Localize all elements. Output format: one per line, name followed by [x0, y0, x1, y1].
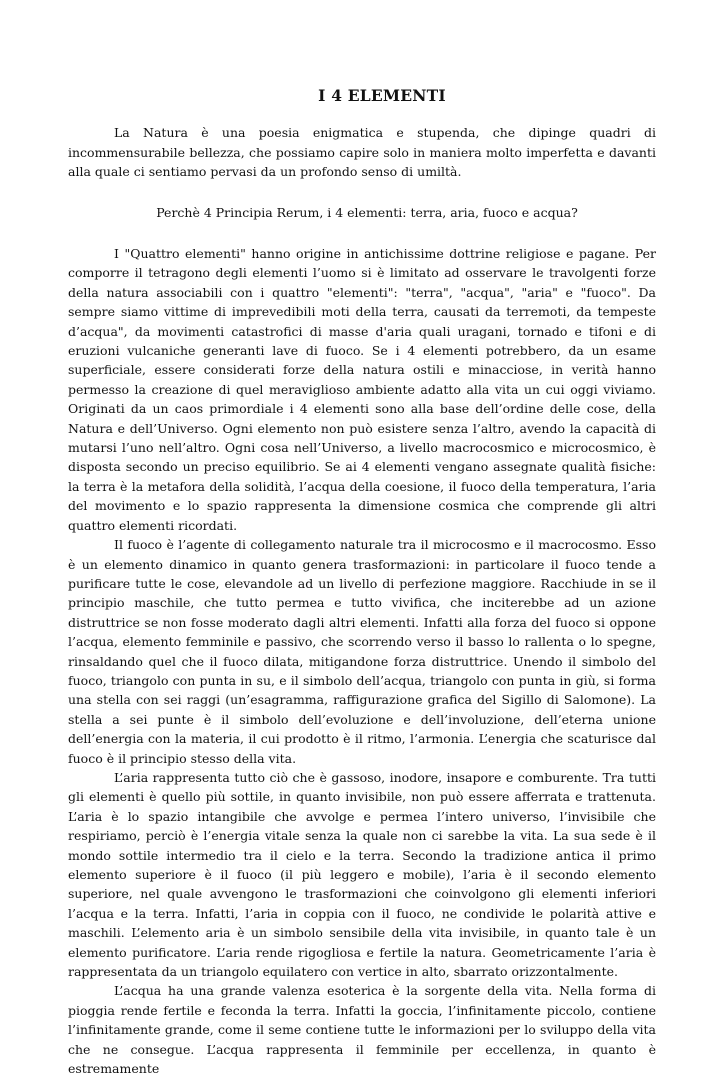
- paragraph-fire: Il fuoco è l’agente di collegamento naturale tra il microcosmo e il macrocosmo. Esso è un elemento dinamico in quanto genera trasformazioni: in particolare il fuoco tende a purificare tutte le cose, elevandole ad un livello di perfezione maggiore. Racchiude in se il principio maschile, che tutto permea e tutto vivifica, che inciterebbe ad un azione distruttrice se non fosse moderato dagli altri elementi. Infatti alla forza del fuoco si oppone l’acqua, elemento femminile e passivo, che scorrendo verso il basso lo rallenta o lo spegne, rinsaldando quel che il fuoco dilata, mitigandone forza distruttrice. Unendo il simbolo del fuoco, triangolo con punta in su, e il simbolo dell’acqua, triangolo con punta in giù, si forma una stella con sei raggi (un’esagramma, raffigurazione grafica del Sigillo di Salomone). La stella a sei punte è il simbolo dell’evoluzione e dell’involuzione, dell’eterna unione dell’energia con la materia, il cui prodotto è il ritmo, l’armonia. L’energia che scaturisce dal fuoco è il principio stesso della vita.: [68, 537, 656, 766]
- intro-paragraph: La Natura è una poesia enigmatica e stupenda, che dipinge quadri di incommensurabile bellezza, che possiamo capire solo in maniera molto imperfetta e davanti alla quale ci sentiamo pervasi da un profondo senso di umiltà.: [68, 125, 656, 179]
- paragraph-elements-origin: I "Quattro elementi" hanno origine in antichissime dottrine religiose e pagane. Per comporre il tetragono degli elementi l’uomo si è limitato ad osservare le travolgenti forze della natura associabili con i quattro "elementi": "terra", "acqua", "aria" e "fuoco". Da sempre siamo vittime di imprevedibili moti della terra, causati da terremoti, da tempeste d’acqua", da movimenti catastrofici di masse d'aria quali uragani, tornado e tifoni e di eruzioni vulcaniche generanti lave di fuoco. Se i 4 elementi potrebbero, da un esame superficiale, essere considerati forze della natura ostili e minacciose, in verità hanno permesso la creazione di quel meraviglioso ambiente adatto alla vita un cui oggi viviamo. Originati da un caos primordiale i 4 elementi sono alla base dell’ordine delle cose, della Natura e dell’Universo. Ogni elemento non può esistere senza l’altro, avendo la capacità di mutarsi l’uno nell’altro. Ogni cosa nell’Universo, a livello macrocosmico e microcosmico, è disposta secondo un preciso equilibrio. Se ai 4 elementi vengano assegnate qualità fisiche: la terra è la metafora della solidità, l’acqua della coesione, il fuoco della temperatura, l’aria del movimento e lo spazio rappresenta la dimensione cosmica che comprende gli altri quattro elementi ricordati.: [68, 246, 656, 533]
- paragraph-water: L’acqua ha una grande valenza esoterica è la sorgente della vita. Nella forma di pioggia rende fertile e feconda la terra. Infatti la goccia, l’infinitamente piccolo, contiene l’infinitamente grande, come il seme contiene tutte le informazioni per lo sviluppo della vita che ne consegue. L’acqua rappresenta il femminile per eccellenza, in quanto è estremamente: [68, 983, 656, 1077]
- paragraph-air: L’aria rappresenta tutto ciò che è gassoso, inodore, insapore e comburente. Tra tutti gli elementi è quello più sottile, in quanto invisibile, non può essere afferrata e trattenuta. L’aria è lo spazio intangibile che avvolge e permea l’intero universo, l’invisibile che respiriamo, perciò è l’energia vitale senza la quale non ci sarebbe la vita. La sua sede è il mondo sottile intermedio tra il cielo e la terra. Secondo la tradizione antica il primo elemento superiore è il fuoco (il più leggero e mobile), l’aria è il secondo elemento superiore, nel quale avvengono le trasformazioni che coinvolgono gli elementi inferiori l’acqua e la terra. Infatti, l’aria in coppia con il fuoco, ne condivide le polarità attive e maschili. L’elemento aria è un simbolo sensibile della vita invisibile, in quanto tale è un elemento purificatore. L’aria rende rigogliosa e fertile la natura. Geometricamente l’aria è rappresentata da un triangolo equilatero con vertice in alto, sbarrato orizzontalmente.: [68, 769, 656, 980]
- document-title: I 4 ELEMENTI: [318, 86, 446, 105]
- body-text: [68, 244, 656, 1078]
- document-subtitle: Perchè 4 Principia Rerum, i 4 elementi: terra, aria, fuoco e acqua?: [156, 205, 578, 220]
